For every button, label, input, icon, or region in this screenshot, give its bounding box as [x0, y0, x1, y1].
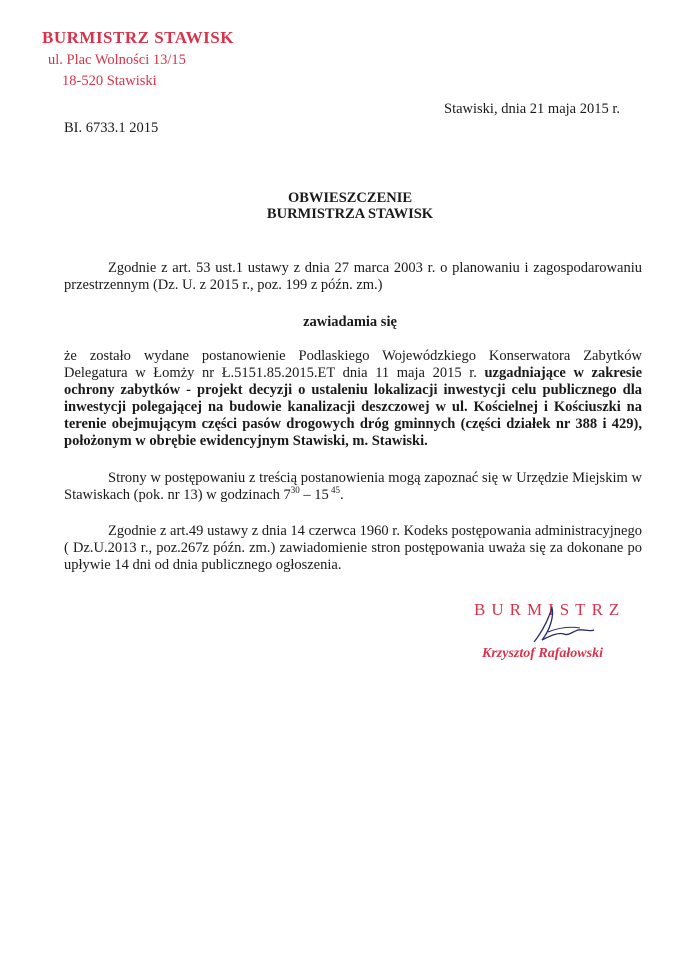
handwritten-signature-icon	[528, 602, 598, 648]
document-subtitle: BURMISTRZA STAWISK	[266, 206, 434, 222]
document-title: OBWIESZCZENIE	[287, 190, 413, 206]
minute-to: 45	[328, 485, 340, 496]
reference-number: BI. 6733.1 2015	[64, 120, 159, 136]
date-line: Stawiski, dnia 21 maja 2015 r.	[444, 101, 620, 117]
stamp-address-street: ul. Plac Wolności 13/15	[48, 52, 186, 68]
notice-phrase: zawiadamia się	[303, 314, 397, 330]
hour-from: 7	[283, 487, 291, 503]
access-text: Strony w postępowaniu z treścią postanowienia mogą zapoznać się w Urzędzie Miejskim w Stawiskach (pok. nr 13) w godzinach	[64, 470, 642, 503]
paragraph-delivery: Zgodnie z art.49 ustawy z dnia 14 czerwca 1960 r. Kodeks postępowania administracyjnego ( Dz.U.2013 r., poz.267z późn. zm.) zawiadomienie stron postępowania uważa się za dokonane po upływie 14 dni od dnia publicznego ogłoszenia.	[64, 523, 642, 573]
decision-text-bold: uzgadniające w zakresie ochrony zabytków - projekt decyzji o ustaleniu lokalizacji inwestycji celu publicznego dla inwestycji polegającej na budowie kanalizacji deszczowej w ul. Kościelnej i Kościuszki na terenie obejmującym części pasów drogowych dróg gminnych (części działek nr 388 i 429), położonym w obrębie ewidencyjnym Stawiski, m. Stawiski.	[64, 365, 642, 449]
paragraph-decision	[64, 348, 642, 450]
signature-block	[470, 596, 670, 676]
office-stamp	[42, 28, 234, 89]
signature-title: BURMISTRZ	[474, 600, 626, 619]
signature-name: Krzysztof Rafałowski	[482, 646, 603, 661]
stamp-title: BURMISTRZ STAWISK	[42, 28, 234, 47]
decision-text: że zostało wydane postanowienie Podlaskiego Wojewódzkiego Konserwatora Zabytków Delegatura w Łomży nr Ł.5151.85.2015.ET dnia 11 maja 2015 r.	[64, 348, 642, 381]
stamp-address-city: 18-520 Stawiski	[62, 73, 157, 89]
minute-from: 30	[290, 485, 300, 496]
hour-to: 15	[314, 487, 329, 503]
hour-separator: –	[299, 487, 315, 503]
access-end: .	[339, 487, 344, 503]
paragraph-access	[64, 470, 642, 504]
paragraph-legal-basis: Zgodnie z art. 53 ust.1 ustawy z dnia 27 marca 2003 r. o planowaniu i zagospodarowaniu przestrzennym (Dz. U. z 2015 r., poz. 199 z późn. zm.)	[64, 260, 642, 293]
